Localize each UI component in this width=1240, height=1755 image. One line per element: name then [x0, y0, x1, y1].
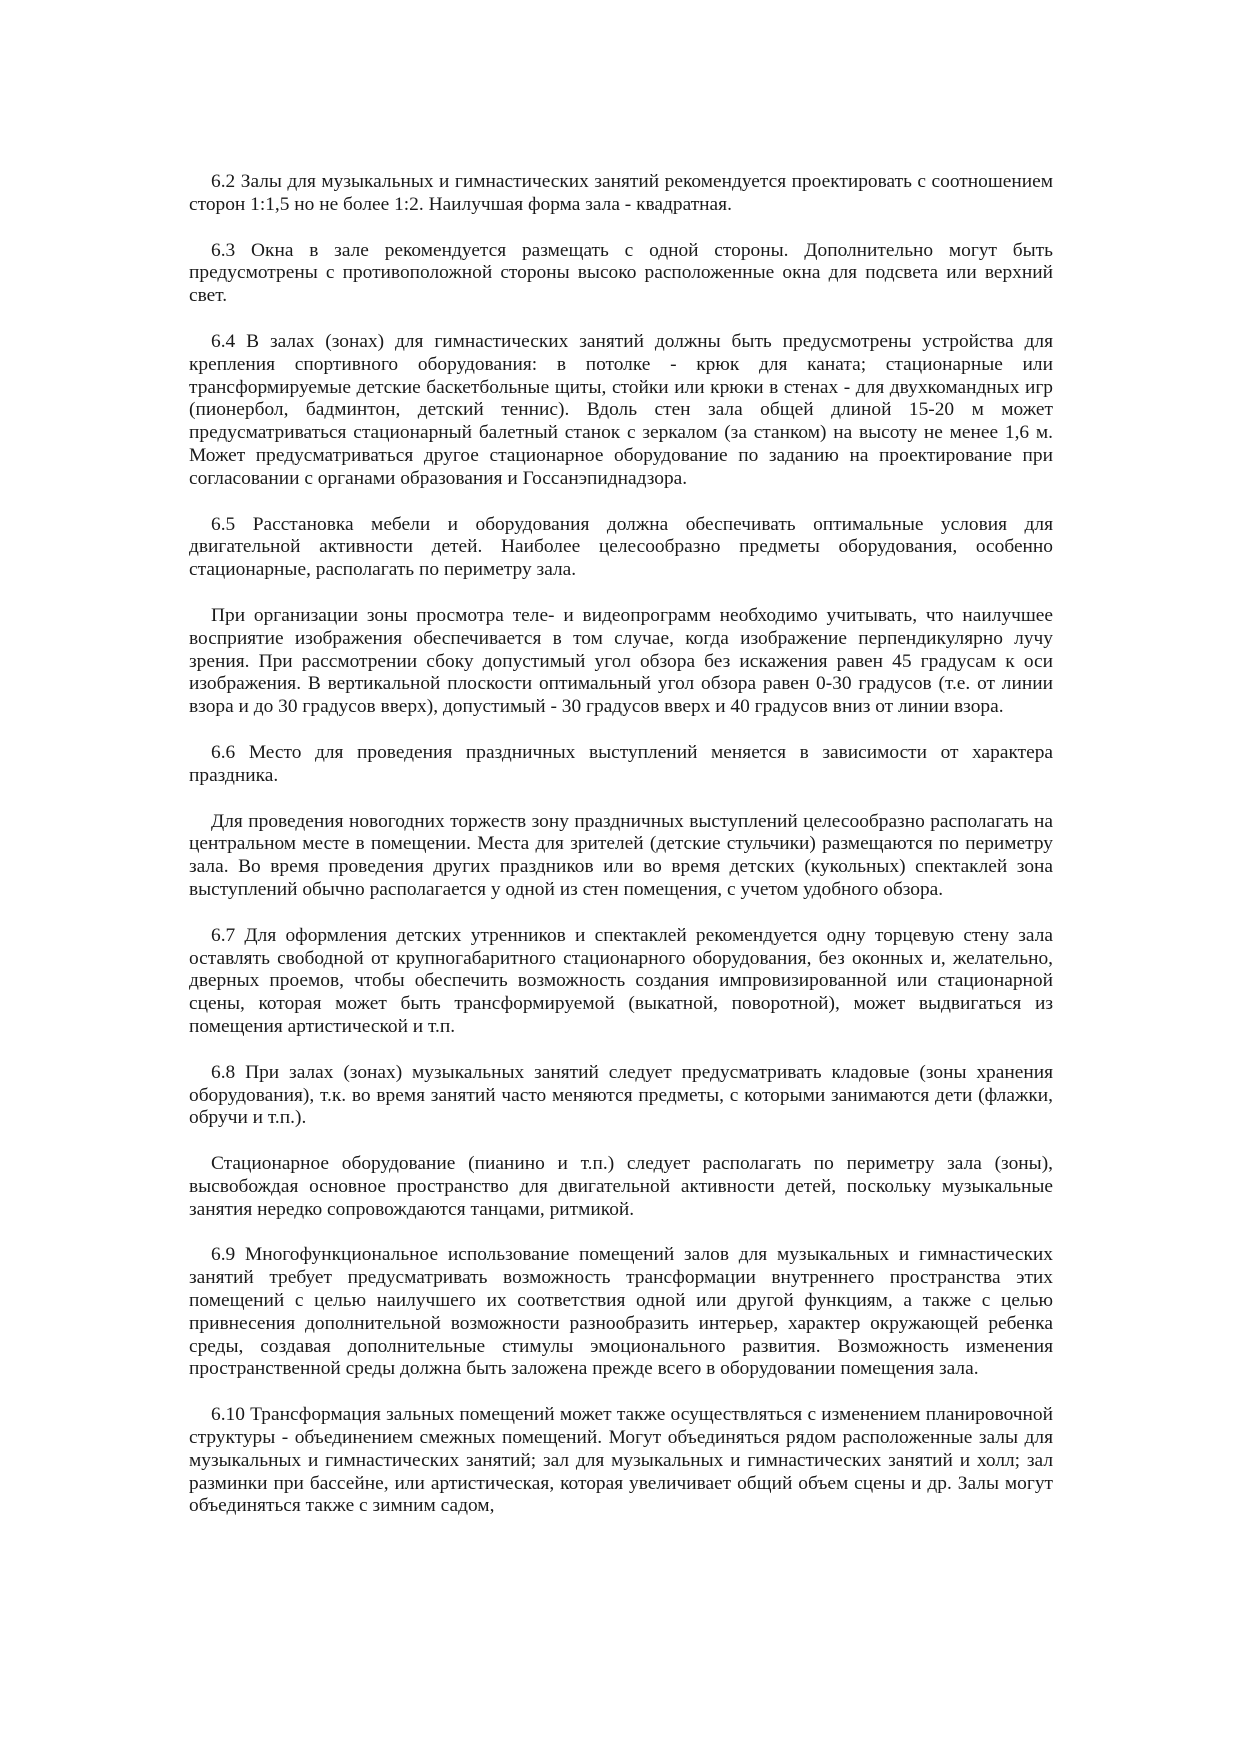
paragraph-new-year-celebrations: Для проведения новогодних торжеств зону праздничных выступлений целесообразно располагать на центральном месте в помещении. Места для зрителей (детские стульчики) размещаются по периметру зала. Во время проведения других праздников или во время детских (кукольных) спектаклей зона выступлений обычно располагается у одной из стен помещения, с учетом удобного обзора.: [189, 810, 1053, 900]
paragraph-6-10: 6.10 Трансформация зальных помещений может также осуществляться с изменением планировочной структуры - объединением смежных помещений. Могут объединяться рядом расположенные залы для музыкальных и гимнастических занятий; зал для музыкальных и гимнастических занятий и холл; зал разминки при бассейне, или артистическая, которая увеличивает общий объем сцены и др. Залы могут объединяться также с зимним садом,: [189, 1404, 1053, 1517]
paragraph-6-9: 6.9 Многофункциональное использование помещений залов для музыкальных и гимнастических занятий требует предусматривать возможность трансформации внутреннего пространства этих помещений с целью наилучшего их соответствия одной или другой функциям, а также с целью привнесения дополнительной возможности разнообразить интерьер, характер окружающей ребенка среды, создавая дополнительные стимулы эмоционального развития. Возможность изменения пространственной среды должна быть заложена прежде всего в оборудовании помещения зала.: [189, 1244, 1053, 1380]
paragraph-6-5: 6.5 Расстановка мебели и оборудования должна обеспечивать оптимальные условия для двигательной активности детей. Наиболее целесообразно предметы оборудования, особенно стационарные, располагать по периметру зала.: [189, 513, 1053, 581]
paragraph-stationary-equipment: Стационарное оборудование (пианино и т.п.) следует располагать по периметру зала (зоны), высвобождая основное пространство для двигательной активности детей, поскольку музыкальные занятия нередко сопровождаются танцами, ритмикой.: [189, 1153, 1053, 1220]
paragraph-6-7: 6.7 Для оформления детских утренников и спектаклей рекомендуется одну торцевую стену зала оставлять свободной от крупногабаритного стационарного оборудования, без оконных и, желательно, дверных проемов, чтобы обеспечить возможность создания импровизированной или стационарной сцены, которая может быть трансформируемой (выкатной, поворотной), может выдвигаться из помещения артистической и т.п.: [189, 924, 1053, 1037]
paragraph-6-3: 6.3 Окна в зале рекомендуется размещать с одной стороны. Дополнительно могут быть предусмотрены с противоположной стороны высоко расположенные окна для подсвета или верхний свет.: [189, 239, 1053, 307]
document-body: [189, 171, 1053, 1518]
paragraph-6-6: 6.6 Место для проведения праздничных выступлений меняется в зависимости от характера праздника.: [189, 741, 1053, 786]
paragraph-6-2: 6.2 Залы для музыкальных и гимнастических занятий рекомендуется проектировать с соотношением сторон 1:1,5 но не более 1:2. Наилучшая форма зала - квадратная.: [189, 171, 1053, 215]
paragraph-tv-viewing-zone: При организации зоны просмотра теле- и видеопрограмм необходимо учитывать, что наилучшее восприятие изображения обеспечивается в том случае, когда изображение перпендикулярно лучу зрения. При рассмотрении сбоку допустимый угол обзора без искажения равен 45 градусам к оси изображения. В вертикальной плоскости оптимальный угол обзора равен 0-30 градусов (т.е. от линии взора и до 30 градусов вверх), допустимый - 30 градусов вверх и 40 градусов вниз от линии взора.: [189, 604, 1053, 718]
paragraph-6-4: 6.4 В залах (зонах) для гимнастических занятий должны быть предусмотрены устройства для крепления спортивного оборудования: в потолке - крюк для каната; стационарные или трансформируемые детские баскетбольные щиты, стойки или крюки в стенах - для двухкомандных игр (пионербол, бадминтон, детский теннис). Вдоль стен зала общей длиной 15-20 м может предусматриваться стационарный балетный станок с зеркалом (за станком) на высоту не менее 1,6 м. Может предусматриваться другое стационарное оборудование по заданию на проектирование при согласовании с органами образования и Госсанэпиднадзора.: [189, 330, 1053, 489]
paragraph-6-8: 6.8 При залах (зонах) музыкальных занятий следует предусматривать кладовые (зоны хранения оборудования), т.к. во время занятий часто меняются предметы, с которыми занимаются дети (флажки, обручи и т.п.).: [189, 1061, 1053, 1129]
